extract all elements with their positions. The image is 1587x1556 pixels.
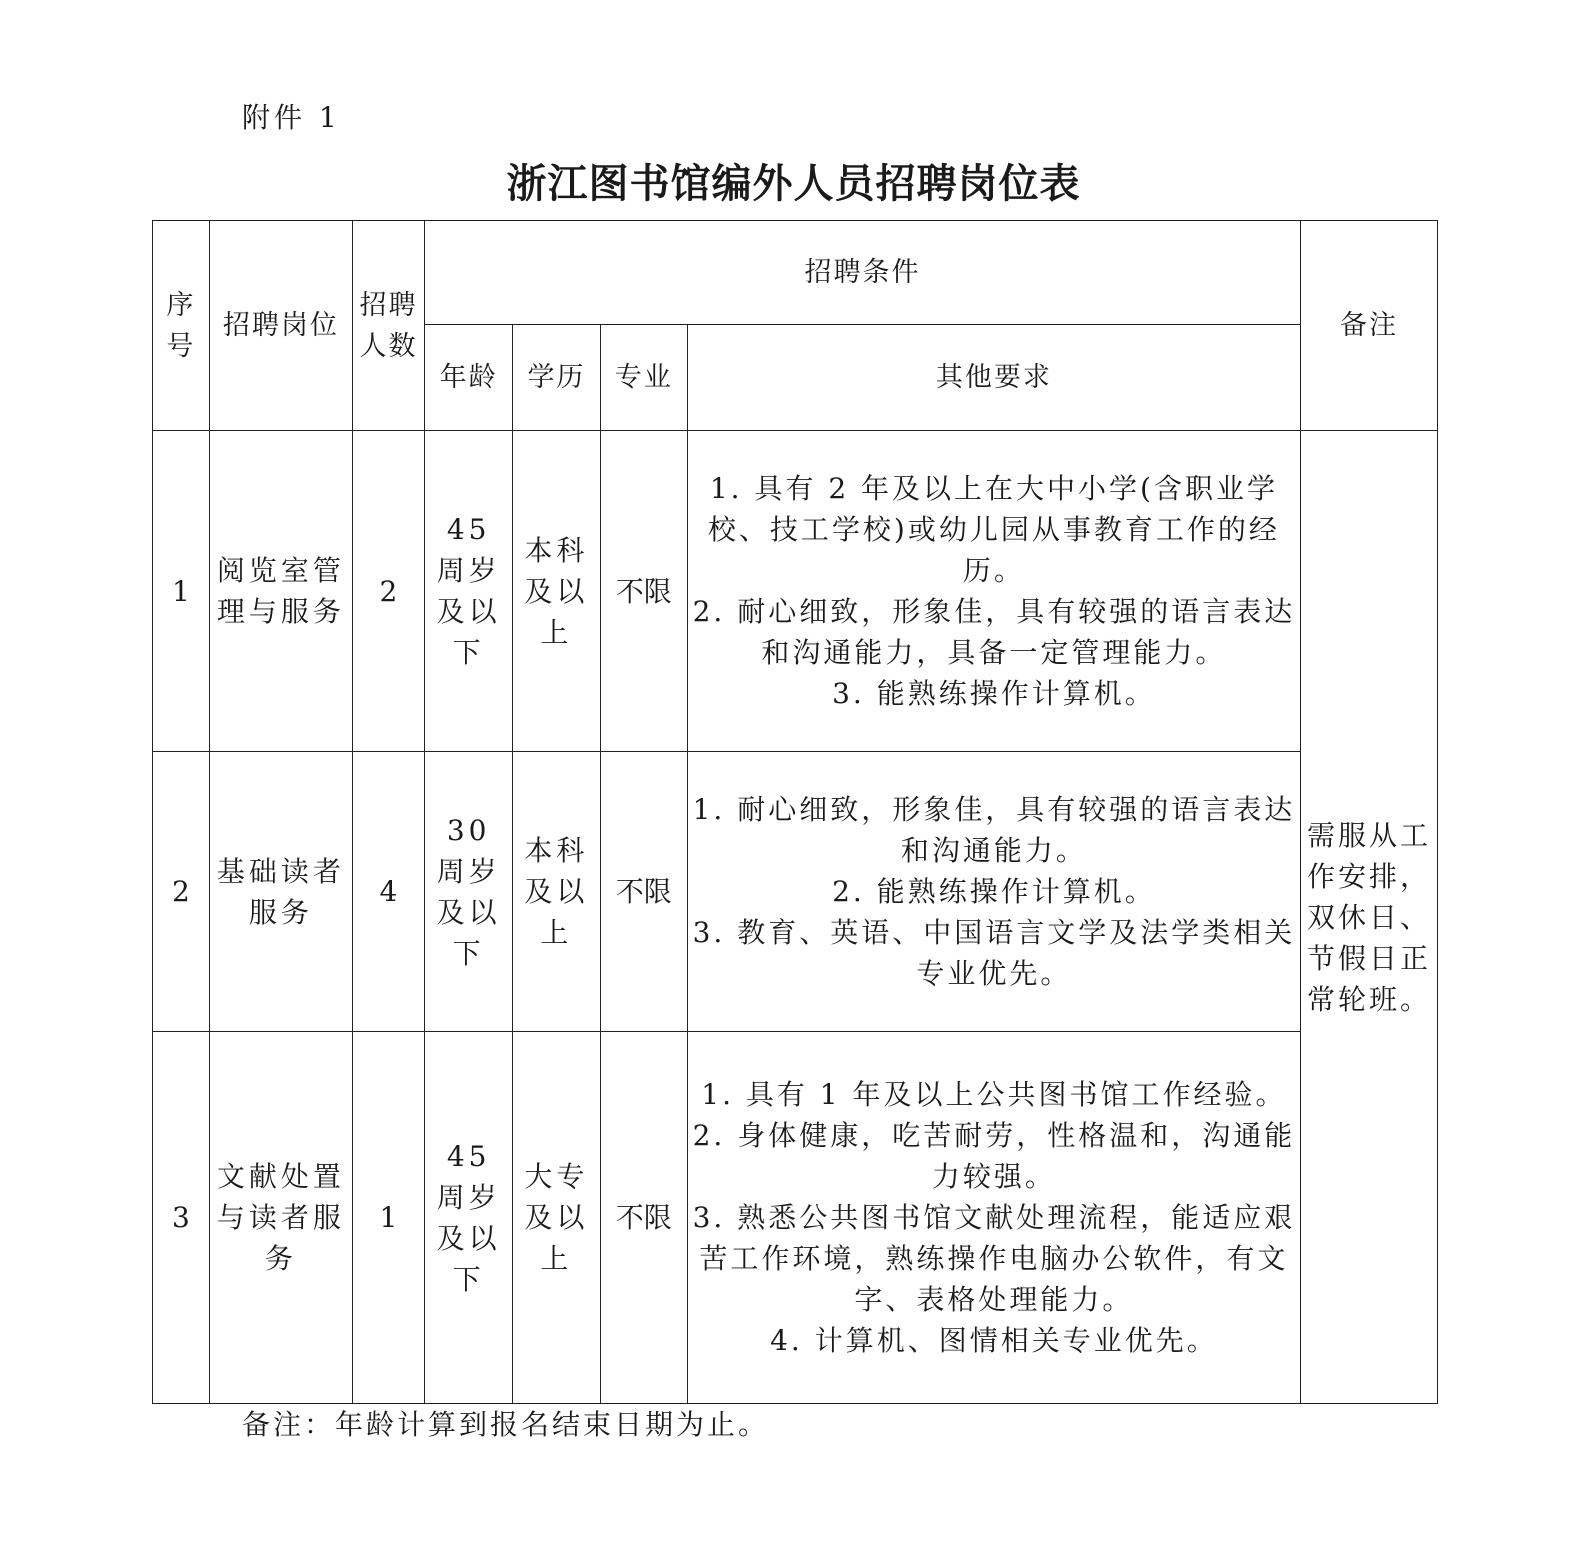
recruitment-table <box>152 220 1438 1404</box>
requirement-item: 3. 能熟练操作计算机。 <box>832 677 1156 710</box>
row-position: 阅览室管理与服务 <box>209 431 352 752</box>
row-major: 不限 <box>600 752 687 1032</box>
header-seq: 序号 <box>153 221 210 431</box>
requirement-item: 2. 能熟练操作计算机。 <box>832 875 1156 908</box>
row-education: 本科及以上 <box>513 431 600 752</box>
header-other: 其他要求 <box>687 325 1300 431</box>
table-row <box>153 431 1438 752</box>
requirement-item: 1. 具有 2 年及以上在大中小学(含职业学校、技工学校)或幼儿园从事教育工作的经历。 <box>707 472 1280 587</box>
row-count: 2 <box>352 431 424 752</box>
requirement-item: 1. 耐心细致，形象佳，具有较强的语言表达和沟通能力。 <box>692 793 1296 867</box>
table-row <box>153 1032 1438 1404</box>
row-requirements <box>687 431 1300 752</box>
header-conditions: 招聘条件 <box>425 221 1301 325</box>
header-remarks: 备注 <box>1300 221 1437 431</box>
row-position: 基础读者服务 <box>209 752 352 1032</box>
header-education: 学历 <box>513 325 600 431</box>
row-education: 大专及以上 <box>513 1032 600 1404</box>
row-major: 不限 <box>600 431 687 752</box>
page-title: 浙江图书馆编外人员招聘岗位表 <box>506 161 1081 207</box>
row-major: 不限 <box>600 1032 687 1404</box>
row-requirements <box>687 752 1300 1032</box>
requirement-item: 1. 具有 1 年及以上公共图书馆工作经验。 <box>701 1078 1287 1111</box>
row-seq: 2 <box>153 752 210 1032</box>
row-age: 30 周岁及以下 <box>425 752 513 1032</box>
header-age: 年龄 <box>425 325 513 431</box>
requirement-item: 3. 教育、英语、中国语言文学及法学类相关专业优先。 <box>692 916 1296 990</box>
row-requirements <box>687 1032 1300 1404</box>
header-position: 招聘岗位 <box>209 221 352 431</box>
remarks-cell: 需服从工作安排，双休日、节假日正常轮班。 <box>1300 431 1437 1404</box>
attachment-label: 附件 1 <box>242 101 341 134</box>
header-major: 专业 <box>600 325 687 431</box>
requirement-item: 2. 身体健康，吃苦耐劳，性格温和，沟通能力较强。 <box>692 1119 1296 1193</box>
row-age: 45 周岁及以下 <box>425 1032 513 1404</box>
requirement-item: 3. 熟悉公共图书馆文献处理流程，能适应艰苦工作环境，熟练操作电脑办公软件，有文字、表格处理能力。 <box>692 1201 1296 1316</box>
footnote: 备注：年龄计算到报名结束日期为止。 <box>242 1408 770 1441</box>
row-age: 45 周岁及以下 <box>425 431 513 752</box>
table-row <box>153 752 1438 1032</box>
row-position: 文献处置与读者服务 <box>209 1032 352 1404</box>
row-seq: 3 <box>153 1032 210 1404</box>
row-seq: 1 <box>153 431 210 752</box>
requirement-item: 2. 耐心细致，形象佳，具有较强的语言表达和沟通能力，具备一定管理能力。 <box>692 595 1296 669</box>
row-count: 1 <box>352 1032 424 1404</box>
requirement-item: 4. 计算机、图情相关专业优先。 <box>770 1324 1218 1357</box>
row-education: 本科及以上 <box>513 752 600 1032</box>
row-count: 4 <box>352 752 424 1032</box>
header-count: 招聘人数 <box>352 221 424 431</box>
header-row-top <box>153 221 1438 325</box>
